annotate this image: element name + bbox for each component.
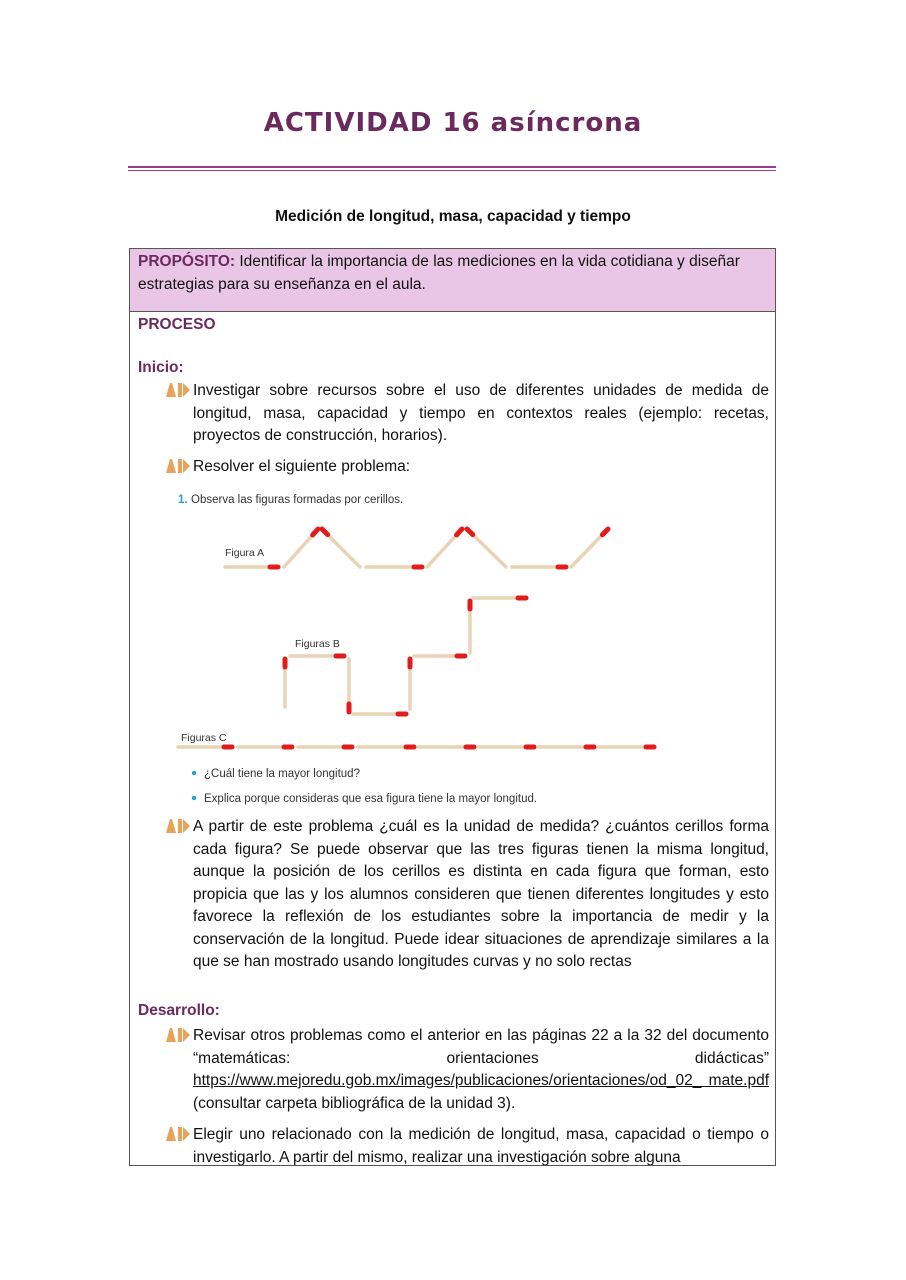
desarrollo-item-2: Elegir uno relacionado con la medición de longitud, masa, capacidad o tiempo o investigarlo. A partir del mismo, realizar una investigación sobre alguna (193, 1126, 769, 1166)
inicio-heading: Inicio: (138, 359, 184, 376)
match-head (322, 529, 328, 535)
reading-book-icon (164, 1125, 192, 1143)
desarrollo-item-1b: https://www.mejoredu.gob.mx/images/publicaciones/orientaciones/od_02_ mate.pdf (consultar carpeta bibliográfica de la unidad 3). (193, 1072, 769, 1112)
document-subtitle: Medición de longitud, masa, capacidad y tiempo (275, 208, 631, 225)
title-rule (128, 166, 776, 168)
figure-a-label: Figura A (225, 547, 265, 559)
match-head (313, 529, 318, 535)
process-heading: PROCESO (138, 316, 216, 333)
figure-c-label: Figuras C (181, 732, 227, 744)
figure-instruction: Observa las figuras formadas por cerillos. (191, 494, 404, 506)
matchstick-figures (170, 487, 770, 807)
desarrollo-item-1a: Revisar otros problemas como el anterior en las páginas 22 a la 32 del documento “matemáticas: orientaciones didácticas” (193, 1027, 769, 1067)
activity-table (129, 248, 776, 1166)
title-rule-thin (128, 170, 776, 171)
figure-question-2: Explica porque consideras que esa figura tiene la mayor longitud. (204, 793, 538, 805)
reading-book-icon (164, 1026, 192, 1044)
question-bullet (192, 771, 196, 775)
purpose-label: PROPÓSITO: (138, 253, 236, 270)
figure-number: 1. (178, 494, 188, 506)
match-head (467, 529, 473, 535)
purpose-row (130, 249, 775, 312)
inicio-item-3: A partir de este problema ¿cuál es la unidad de medida? ¿cuántos cerillos forma cada figura? Se puede observar que las tres figuras tienen la misma longitud, aunque la posición de los cerillos es distinta en cada figura que forman, esto propicia que las y los alumnos consideren que tienen diferentes longitudes y esto favorece la reflexión de los estudiantes sobre la importancia de medir y la conservación de la longitud. Puede idear situaciones de aprendizaje similares a la que se han mostrado usando longitudes curvas y no solo rectas (193, 818, 769, 970)
bibliography-link[interactable]: https://www.mejoredu.gob.mx/images/publicaciones/orientaciones/od_02_ mate.pdf (193, 1072, 769, 1089)
reading-book-icon (164, 381, 192, 399)
figure-b-label: Figuras B (295, 638, 340, 650)
purpose-text: Identificar la importancia de las mediciones en la vida cotidiana y diseñar estrategias para su enseñanza en el aula. (138, 253, 740, 293)
match-sticks (178, 529, 654, 747)
match-head (602, 529, 608, 535)
question-bullet (192, 796, 196, 800)
reading-book-icon (164, 457, 192, 475)
page-title: ACTIVIDAD 16 asíncrona (263, 108, 643, 138)
reading-book-icon (164, 817, 192, 835)
figure-question-1: ¿Cuál tiene la mayor longitud? (204, 768, 360, 780)
desarrollo-heading: Desarrollo: (138, 1002, 220, 1019)
inicio-item-2: Resolver el siguiente problema: (193, 458, 411, 475)
match-head (457, 529, 462, 535)
inicio-item-1: Investigar sobre recursos sobre el uso de diferentes unidades de medida de longitud, masa, capacidad y tiempo en contextos reales (ejemplo: recetas, proyectos de construcción, horarios). (193, 382, 769, 444)
